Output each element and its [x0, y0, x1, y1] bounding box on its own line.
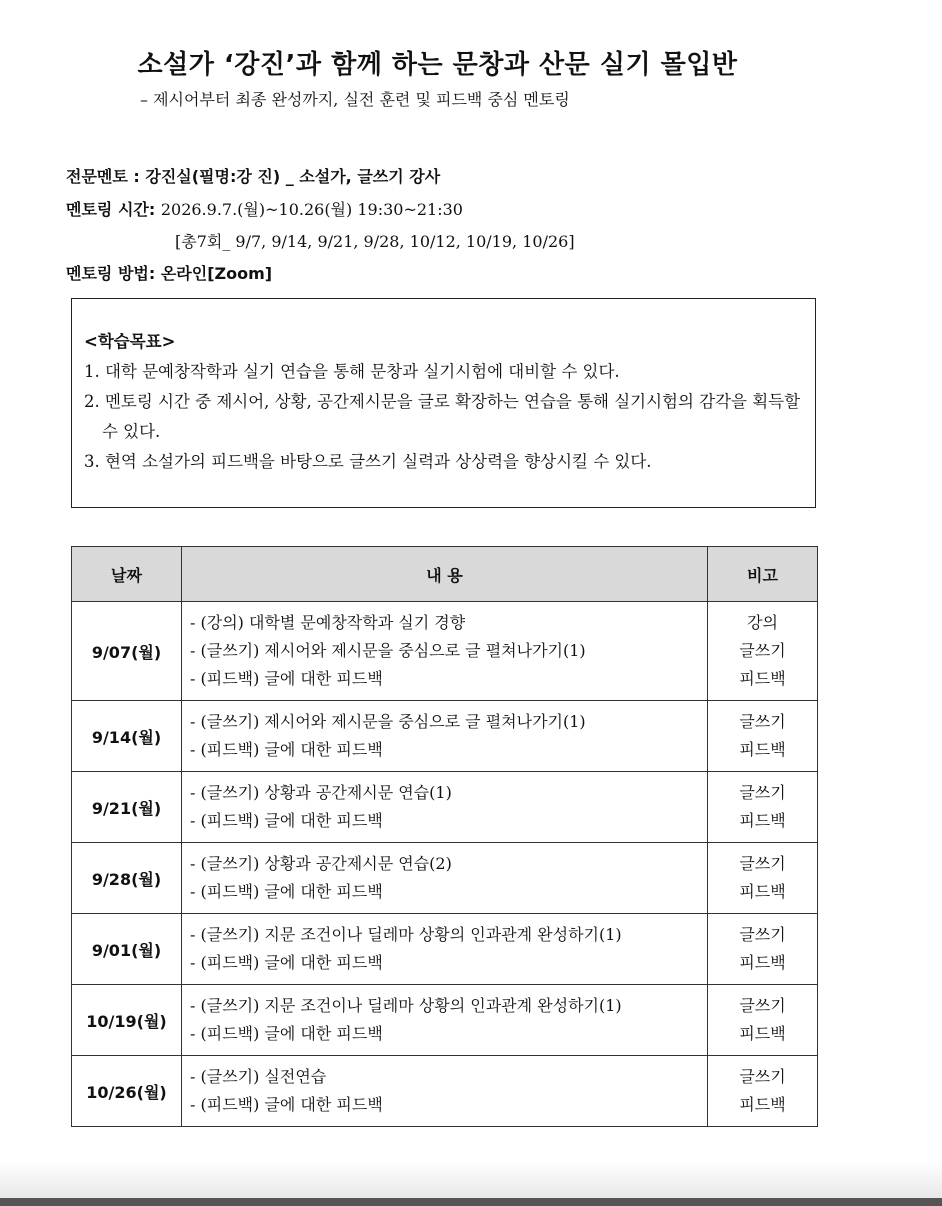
goal-item: 1. 대학 문예창작학과 실기 연습을 통해 문창과 실기시험에 대비할 수 있다.: [84, 362, 620, 381]
content-line: - (피드백) 글에 대한 피드백: [190, 953, 383, 972]
content-line: - (글쓰기) 제시어와 제시문을 중심으로 글 펼쳐나가기(1): [190, 712, 586, 731]
content-line: - (글쓰기) 지문 조건이나 딜레마 상황의 인과관계 완성하기(1): [190, 925, 622, 944]
table-row: [72, 772, 818, 843]
sessions-line: [총7회_ 9/7, 9/14, 9/21, 9/28, 10/12, 10/19, 10/26]: [175, 232, 575, 251]
method-line: [66, 261, 272, 284]
note-line: 강의: [747, 613, 778, 632]
viewer-bottom-strip: [0, 1198, 942, 1206]
note-line: 피드백: [739, 740, 786, 759]
note-line: 피드백: [739, 1095, 786, 1114]
row-content: [182, 985, 708, 1056]
row-content: [182, 914, 708, 985]
learning-goals-box: [71, 298, 816, 508]
note-line: 피드백: [739, 1024, 786, 1043]
table-header-row: [72, 547, 818, 602]
row-note: [708, 985, 818, 1056]
table-row: [72, 701, 818, 772]
note-line: 글쓰기: [739, 925, 786, 944]
document-subtitle: – 제시어부터 최종 완성까지, 실전 훈련 및 피드백 중심 멘토링: [140, 90, 570, 109]
row-note: [708, 602, 818, 701]
time-label: 멘토링 시간:: [66, 200, 161, 219]
content-line: - (피드백) 글에 대한 피드백: [190, 740, 383, 759]
note-line: 글쓰기: [739, 854, 786, 873]
note-line: 피드백: [739, 669, 786, 688]
content-line: - (강의) 대학별 문예창작학과 실기 경향: [190, 613, 466, 632]
header-note: 비고: [708, 547, 818, 602]
mentor-line: [66, 164, 440, 187]
note-line: 글쓰기: [739, 783, 786, 802]
note-line: 글쓰기: [739, 641, 786, 660]
row-date: 10/19(월): [72, 985, 182, 1056]
goal-item: 3. 현역 소설가의 피드백을 바탕으로 글쓰기 실력과 상상력을 향상시킬 수 있다.: [84, 452, 652, 471]
header-content: 내 용: [182, 547, 708, 602]
row-date: 9/14(월): [72, 701, 182, 772]
note-line: 피드백: [739, 953, 786, 972]
method-value: 온라인[Zoom]: [160, 264, 273, 283]
row-date: 9/28(월): [72, 843, 182, 914]
table-row: [72, 1056, 818, 1127]
content-line: - (글쓰기) 상황과 공간제시문 연습(1): [190, 783, 452, 802]
table-row: [72, 843, 818, 914]
table-row: [72, 985, 818, 1056]
row-note: [708, 914, 818, 985]
table-row: [72, 914, 818, 985]
row-content: [182, 772, 708, 843]
note-line: 글쓰기: [739, 712, 786, 731]
time-line: [66, 197, 463, 220]
note-line: 피드백: [739, 882, 786, 901]
goals-heading: <학습목표>: [84, 332, 176, 351]
row-note: [708, 701, 818, 772]
time-value: 2026.9.7.(월)~10.26(월) 19:30~21:30: [160, 200, 463, 219]
content-line: - (피드백) 글에 대한 피드백: [190, 811, 383, 830]
document-title: 소설가 ‘강진’과 함께 하는 문창과 산문 실기 몰입반: [137, 50, 738, 80]
method-label: 멘토링 방법:: [66, 264, 161, 283]
goal-item: 2. 멘토링 시간 중 제시어, 상황, 공간제시문을 글로 확장하는 연습을 통해 실기시험의 감각을 획득할 수 있다.: [84, 392, 801, 441]
mentor-value: 강진실(필명:강 진) _ 소설가, 글쓰기 강사: [145, 167, 441, 186]
table-row: [72, 602, 818, 701]
content-line: - (글쓰기) 실전연습: [190, 1067, 327, 1086]
content-line: - (피드백) 글에 대한 피드백: [190, 669, 383, 688]
row-note: [708, 1056, 818, 1127]
row-content: [182, 1056, 708, 1127]
content-line: - (글쓰기) 상황과 공간제시문 연습(2): [190, 854, 452, 873]
content-line: - (피드백) 글에 대한 피드백: [190, 1095, 383, 1114]
note-line: 글쓰기: [739, 1067, 786, 1086]
content-line: - (피드백) 글에 대한 피드백: [190, 1024, 383, 1043]
note-line: 글쓰기: [739, 996, 786, 1015]
row-note: [708, 772, 818, 843]
row-content: [182, 602, 708, 701]
row-date: 10/26(월): [72, 1056, 182, 1127]
row-date: 9/21(월): [72, 772, 182, 843]
mentor-label: 전문멘토 :: [66, 167, 146, 186]
note-line: 피드백: [739, 811, 786, 830]
row-content: [182, 843, 708, 914]
content-line: - (피드백) 글에 대한 피드백: [190, 882, 383, 901]
row-date: 9/07(월): [72, 602, 182, 701]
content-line: - (글쓰기) 제시어와 제시문을 중심으로 글 펼쳐나가기(1): [190, 641, 586, 660]
row-content: [182, 701, 708, 772]
schedule-table: [71, 546, 818, 1127]
header-date: 날짜: [72, 547, 182, 602]
row-note: [708, 843, 818, 914]
content-line: - (글쓰기) 지문 조건이나 딜레마 상황의 인과관계 완성하기(1): [190, 996, 622, 1015]
row-date: 9/01(월): [72, 914, 182, 985]
